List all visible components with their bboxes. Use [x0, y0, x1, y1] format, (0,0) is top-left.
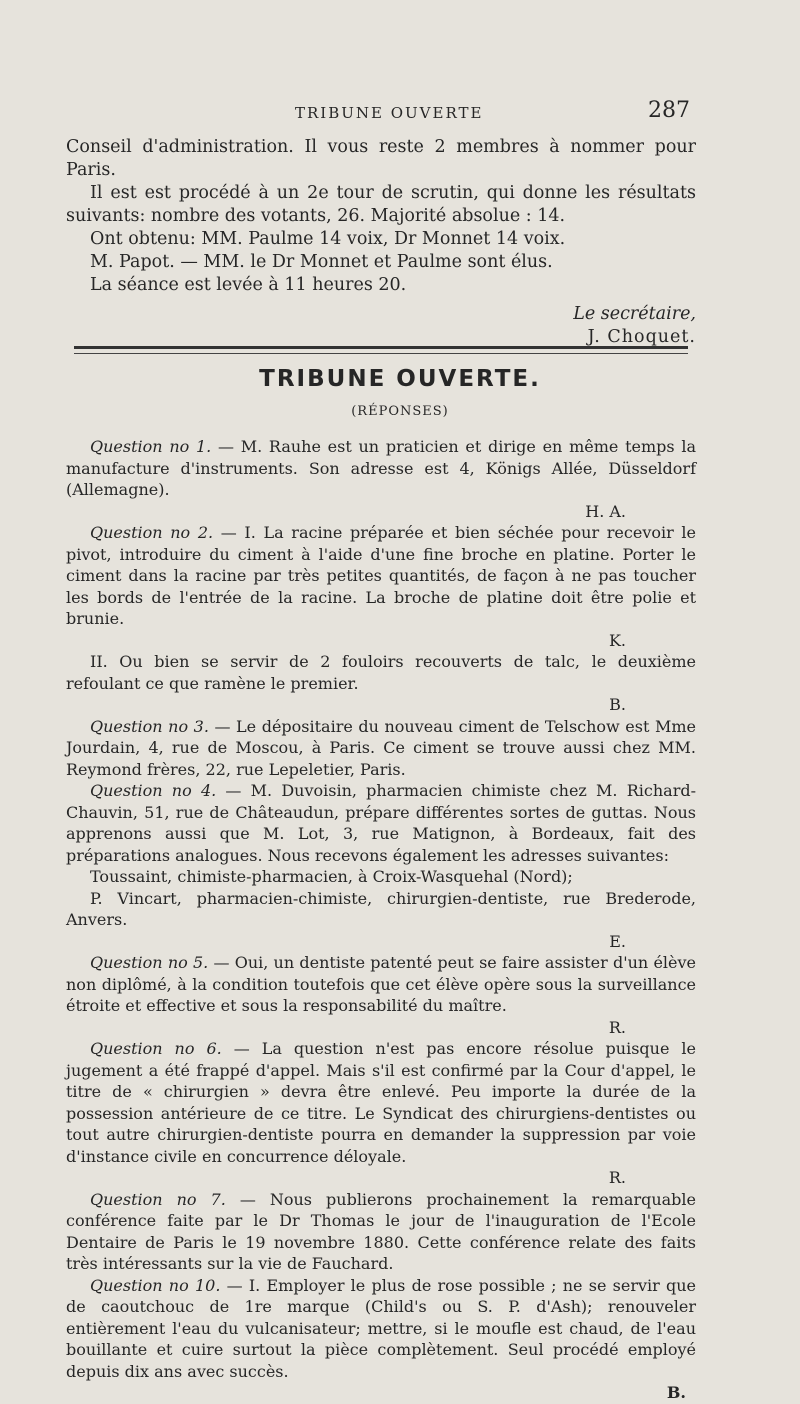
question-label: Question no 1.: [90, 437, 212, 456]
minutes-line: M. Papot. — MM. le Dr Monnet et Paulme sont élus.: [90, 252, 553, 272]
question-label: Question no 3.: [90, 716, 209, 736]
answer-signature: E.: [609, 931, 626, 951]
answer-signature: K.: [608, 630, 626, 650]
answer-item: [66, 952, 696, 1038]
answer-item: [66, 1189, 696, 1275]
answer-signature: B.: [609, 695, 626, 714]
answer-text: — Oui, un dentiste patenté peut se faire assister d'un élève non diplômé, à la condition toutefois que cet élève opère sous la surveillance étroite et effective et sous la responsabilité du maître.: [66, 953, 696, 1015]
answer-item: [66, 888, 696, 953]
answer-item: [66, 1038, 696, 1189]
answer-item: [66, 436, 696, 522]
minutes-line: Conseil d'administration. Il vous reste 2 membres à nommer pour Paris.: [66, 137, 696, 180]
answer-text: P. Vincart, pharmacien-chimiste, chirurgien-dentiste, rue Brederode, Anvers.: [66, 888, 696, 929]
section-divider: [74, 353, 688, 354]
answer-text: II. Ou bien se servir de 2 fouloirs recouverts de talc, le deuxième refoulant ce que ramène le premier.: [66, 652, 696, 693]
answer-text: — I. Employer le plus de rose possible ; ne se servir que de caoutchouc de 1re marque (Child's ou S. P. d'Ash); renouveler entièrement l'eau du vulcanisateur; mettre, si le moufle est chaud, de l'eau bouillante et cuire surtout la pièce complètement. Seul procédé employé depuis dix ans avec succès.: [66, 1275, 697, 1381]
question-label: Question no 6.: [90, 1039, 222, 1058]
answer-text: — I. La racine préparée et bien séchée pour recevoir le pivot, introduire du ciment à l'aide d'une fine broche en platine. Porter le ciment dans la racine par très petites quantités, de façon à ne pas toucher les bords de l'entrée de la racine. La broche de platine doit être polie et brunie.: [66, 523, 696, 628]
answer-item: [66, 866, 696, 888]
minutes-line: La séance est levée à 11 heures 20.: [90, 275, 407, 295]
answer-text: — Le dépositaire du nouveau ciment de Telschow est Mme Jourdain, 4, rue de Moscou, à Paris. Ce ciment se trouve aussi chez MM. Reymond frères, 22, rue Lepeletier, Paris.: [66, 716, 697, 779]
answer-signature: R.: [608, 1168, 626, 1187]
minutes-line: Ont obtenu: MM. Paulme 14 voix, Dr Monnet 14 voix.: [90, 229, 566, 249]
running-header: [0, 98, 800, 124]
answer-text: — M. Duvoisin, pharmacien chimiste chez M. Richard-Chauvin, 51, rue de Châteaudun, prépare différentes sortes de guttas. Nous apprenons aussi que M. Lot, 3, rue Matignon, à Bordeaux, fait des préparations analogues. Nous recevons également les adresses suivantes:: [66, 781, 696, 865]
answer-item: [66, 780, 696, 866]
question-label: Question no 5.: [90, 953, 209, 972]
section-subtitle: (RÉPONSES): [351, 404, 449, 419]
running-title: TRIBUNE OUVERTE: [295, 104, 484, 122]
answer-item: [66, 522, 696, 651]
question-label: Question no 7.: [90, 1189, 226, 1209]
answer-signature: R.: [608, 1017, 626, 1037]
answer-text: — Nous publierons prochainement la remarquable conférence faite par le Dr Thomas le jour de l'inauguration de l'Ecole Dentaire de Paris le 19 novembre 1880. Cette conférence relate des faits très intéressants sur la vie de Fauchard.: [66, 1189, 696, 1273]
answer-item: [66, 716, 696, 781]
signature-role: Le secrétaire,: [573, 304, 696, 324]
question-label: Question no 4.: [90, 781, 217, 800]
answer-signature: H. A.: [585, 501, 626, 521]
answer-item: [66, 1275, 696, 1404]
answers-list: [66, 436, 696, 1404]
section-divider: [74, 346, 688, 349]
answer-signature: B.: [666, 1383, 686, 1402]
answer-text: — La question n'est pas encore résolue puisque le jugement a été frappé d'appel. Mais s'il est confirmé par la Cour d'appel, le titre de « chirurgien » devra être enlevé. Peu importe la durée de la possession antérieure de ce titre. Le Syndicat des chirurgiens-dentistes ou tout autre chirurgien-dentiste pourra en demander la suppression par voie d'instance civile en concurrence déloyale.: [66, 1039, 697, 1166]
signature-name: J. Choquet.: [587, 327, 696, 347]
question-label: Question no 2.: [90, 523, 214, 542]
answer-item: [66, 651, 696, 716]
answer-text: — M. Rauhe est un praticien et dirige en même temps la manufacture d'instruments. Son adresse est 4, Königs Allée, Düsseldorf (Allemagne).: [66, 437, 696, 499]
answer-text: Toussaint, chimiste-pharmacien, à Croix-Wasquehal (Nord);: [90, 867, 573, 886]
minutes-line: Il est est procédé à un 2e tour de scrutin, qui donne les résultats suivants: nombre des votants, 26. Majorité absolue : 14.: [66, 183, 696, 226]
section-title: TRIBUNE OUVERTE.: [259, 366, 541, 392]
question-label: Question no 10.: [90, 1275, 221, 1295]
page-number: 287: [648, 98, 690, 123]
meeting-minutes: [66, 136, 696, 349]
